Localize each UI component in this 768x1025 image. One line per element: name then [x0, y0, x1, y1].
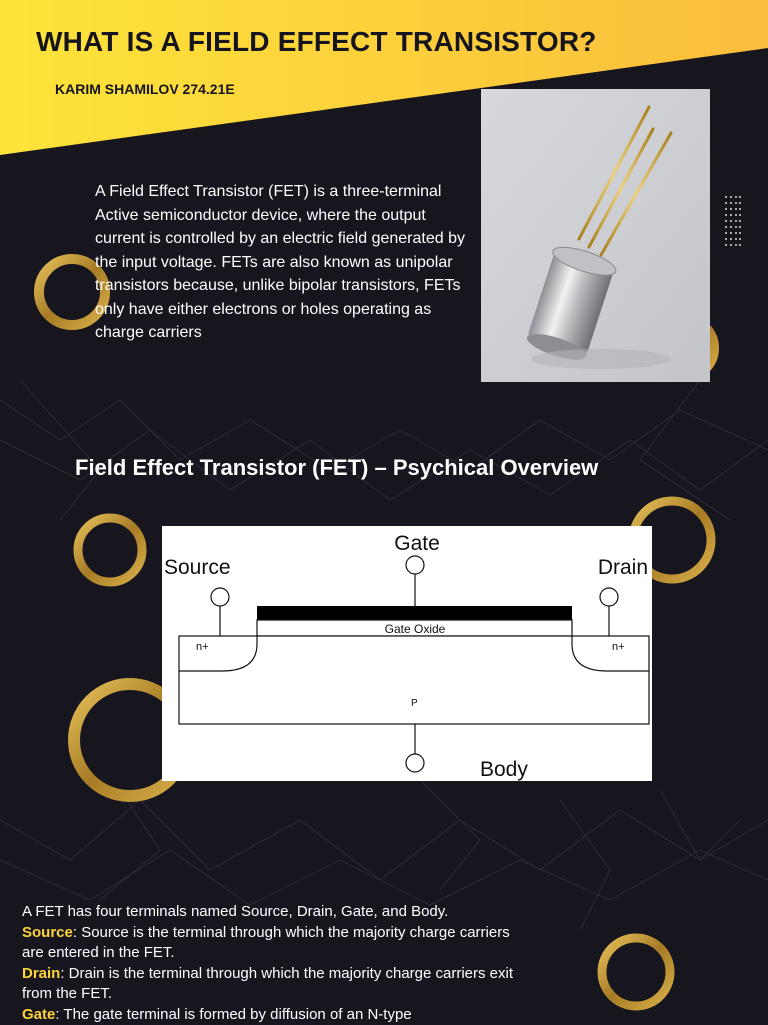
n-plus-right-label: n+ — [612, 641, 625, 653]
terminal-item-drain — [22, 964, 532, 1005]
page-title: WHAT IS A FIELD EFFECT TRANSISTOR? — [36, 26, 597, 58]
drain-terminal — [600, 588, 618, 606]
term-source-desc: : Source is the terminal through which the majority charge carriers are entered in the FET. — [22, 924, 510, 962]
terminals-description — [22, 902, 532, 1025]
terminal-item-gate — [22, 1005, 532, 1025]
p-region-label: P — [411, 698, 418, 709]
term-gate-desc: : The gate terminal is formed by diffusion of an N-type — [55, 1006, 411, 1023]
transistor-photo — [481, 89, 710, 382]
source-terminal — [211, 588, 229, 606]
author-name: KARIM SHAMILOV 274.21E — [55, 81, 235, 97]
fet-diagram — [162, 526, 652, 781]
substrate — [179, 636, 649, 724]
source-label: Source — [164, 556, 231, 579]
dot-pattern — [724, 195, 742, 251]
body-label: Body — [480, 758, 528, 781]
term-drain-desc: : Drain is the terminal through which the majority charge carriers exit from the FET. — [22, 965, 513, 1003]
term-drain: Drain — [22, 965, 60, 982]
gate-label: Gate — [394, 532, 440, 555]
body-terminal — [406, 754, 424, 772]
n-plus-left-label: n+ — [196, 641, 209, 653]
terminals-intro: A FET has four terminals named Source, Drain, Gate, and Body. — [22, 902, 532, 923]
deco-ring — [78, 518, 142, 582]
deco-ring — [602, 938, 670, 1006]
term-gate: Gate — [22, 1006, 55, 1023]
intro-paragraph: A Field Effect Transistor (FET) is a three-terminal Active semiconductor device, where the output current is controlled by an electric field generated by the input voltage. FETs are also known as unipolar transistors because, unlike bipolar transistors, FETs only have either electrons or holes operating as charge carriers — [95, 180, 480, 345]
drain-label: Drain — [598, 556, 648, 579]
gate-terminal — [406, 556, 424, 574]
terminal-item-source — [22, 923, 532, 964]
gate-oxide-label: Gate Oxide — [385, 622, 446, 636]
section-title: Field Effect Transistor (FET) – Psychical Overview — [75, 455, 598, 481]
gate-metal — [257, 606, 572, 620]
term-source: Source — [22, 924, 73, 941]
